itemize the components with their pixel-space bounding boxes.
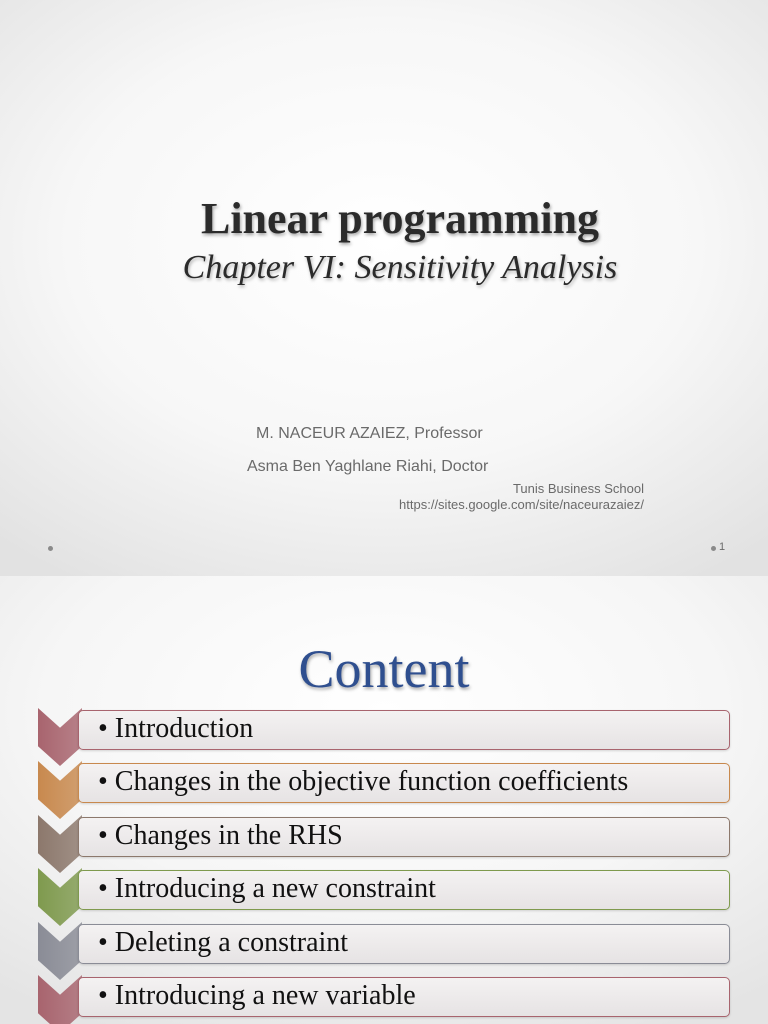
content-item-label: • Introduction xyxy=(98,713,254,744)
content-slide xyxy=(0,576,768,1024)
footer-dot-left xyxy=(48,546,53,551)
content-title: Content xyxy=(298,639,470,699)
content-item xyxy=(38,870,732,912)
content-item-label: • Changes in the objective function coefficients xyxy=(98,766,629,797)
content-item-label: • Changes in the RHS xyxy=(98,820,343,851)
content-item xyxy=(38,924,732,966)
author-name-2: Asma Ben Yaghlane Riahi, Doctor xyxy=(247,458,489,475)
website-link[interactable]: https://sites.google.com/site/naceurazaiez/ xyxy=(399,497,644,512)
chevron-arrow-icon xyxy=(38,815,82,873)
content-item xyxy=(38,710,732,752)
content-item xyxy=(38,763,732,805)
page-number: 1 xyxy=(719,541,726,553)
footer-dot-right xyxy=(711,546,716,551)
content-item-label: • Introducing a new variable xyxy=(98,980,416,1011)
content-item-label: • Introducing a new constraint xyxy=(98,873,436,904)
content-item xyxy=(38,817,732,859)
slide-subtitle: Chapter VI: Sensitivity Analysis xyxy=(182,249,618,286)
author-name-1: M. NACEUR AZAIEZ, Professor xyxy=(256,425,483,442)
chevron-arrow-icon xyxy=(38,975,82,1024)
content-item-label: • Deleting a constraint xyxy=(98,927,349,958)
chevron-arrow-icon xyxy=(38,708,82,766)
school-name: Tunis Business School xyxy=(512,481,644,496)
chevron-arrow-icon xyxy=(38,922,82,980)
chevron-arrow-icon xyxy=(38,868,82,926)
chevron-arrow-icon xyxy=(38,761,82,819)
content-item xyxy=(38,977,732,1019)
slide-title: Linear programming xyxy=(200,194,600,243)
